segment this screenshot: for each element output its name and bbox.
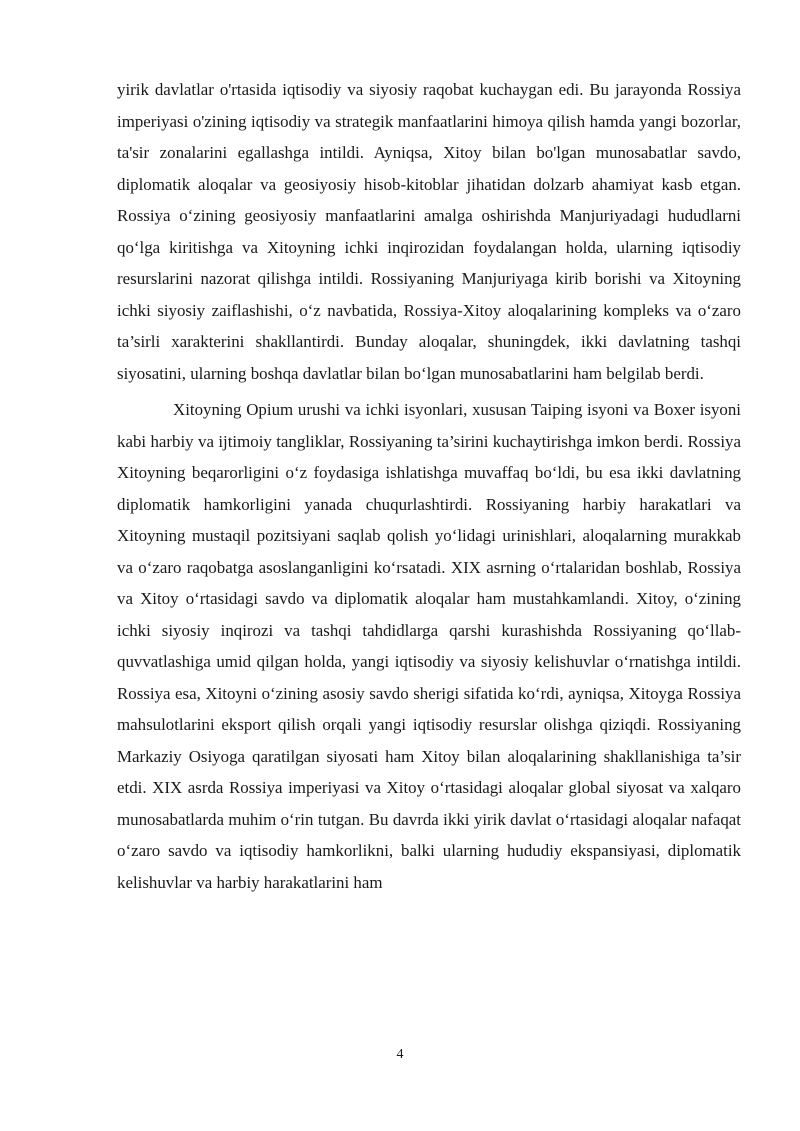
paragraph-continued: yirik davlatlar o'rtasida iqtisodiy va siyosiy raqobat kuchaygan edi. Bu jarayonda Rossiya imperiyasi o'zining iqtisodiy va strategik manfaatlarini himoya qilish hamda yangi bozorlar, ta'sir zonalarini egallashga intildi. Ayniqsa, Xitoy bilan bo'lgan munosabatlar savdo, diplomatik aloqalar va geosiyosiy hisob-kitoblar jihatidan dolzarb ahamiyat kasb etgan. Rossiya o‘zining geosiyosiy manfaatlarini amalga oshirishda Manjuriyadagi hududlarni qo‘lga kiritishga va Xitoyning ichki inqirozidan foydalangan holda, ularning iqtisodiy resurslarini nazorat qilishga intildi. Rossiyaning Manjuriyaga kirib borishi va Xitoyning ichki siyosiy zaiflashishi, o‘z navbatida, Rossiya-Xitoy aloqalarining kompleks va o‘zaro ta’sirli xarakterini shakllantirdi. Bunday aloqalar, shuningdek, ikki davlatning tashqi siyosatini, ularning boshqa davlatlar bilan bo‘lgan munosabatlarini ham belgilab berdi. bbox=[117, 80, 741, 383]
page-number: 4 bbox=[396, 1047, 404, 1062]
body-text bbox=[117, 74, 741, 898]
paragraph: Xitoyning Opium urushi va ichki isyonlari, xususan Taiping isyoni va Boxer isyoni kabi harbiy va ijtimoiy tangliklar, Rossiyaning ta’sirini kuchaytirishga imkon berdi. Rossiya Xitoyning beqarorligini o‘z foydasiga ishlatishga muvaffaq bo‘ldi, bu esa ikki davlatning diplomatik hamkorligini yanada chuqurlashtirdi. Rossiyaning harbiy harakatlari va Xitoyning mustaqil pozitsiyani saqlab qolish yo‘lidagi urinishlari, aloqalarning murakkab va o‘zaro raqobatga asoslanganligini ko‘rsatadi. XIX asrning o‘rtalaridan boshlab, Rossiya va Xitoy o‘rtasidagi savdo va diplomatik aloqalar ham mustahkamlandi. Xitoy, o‘zining ichki siyosiy inqirozi va tashqi tahdidlarga qarshi kurashishda Rossiyaning qo‘llab-quvvatlashiga umid qilgan holda, yangi iqtisodiy va siyosiy kelishuvlar o‘rnatishga intildi. Rossiya esa, Xitoyni o‘zining asosiy savdo sherigi sifatida ko‘rdi, ayniqsa, Xitoyga Rossiya mahsulotlarini eksport qilish orqali yangi iqtisodiy resurslar olishga qiziqdi. Rossiyaning Markaziy Osiyoga qaratilgan siyosati ham Xitoy bilan aloqalarining shakllanishiga ta’sir etdi. XIX asrda Rossiya imperiyasi va Xitoy o‘rtasidagi aloqalar global siyosat va xalqaro munosabatlarda muhim o‘rin tutgan. Bu davrda ikki yirik davlat o‘rtasidagi aloqalar nafaqat o‘zaro savdo va iqtisodiy hamkorlikni, balki ularning hududiy ekspansiyasi, diplomatik kelishuvlar va harbiy harakatlarini ham bbox=[117, 400, 741, 892]
